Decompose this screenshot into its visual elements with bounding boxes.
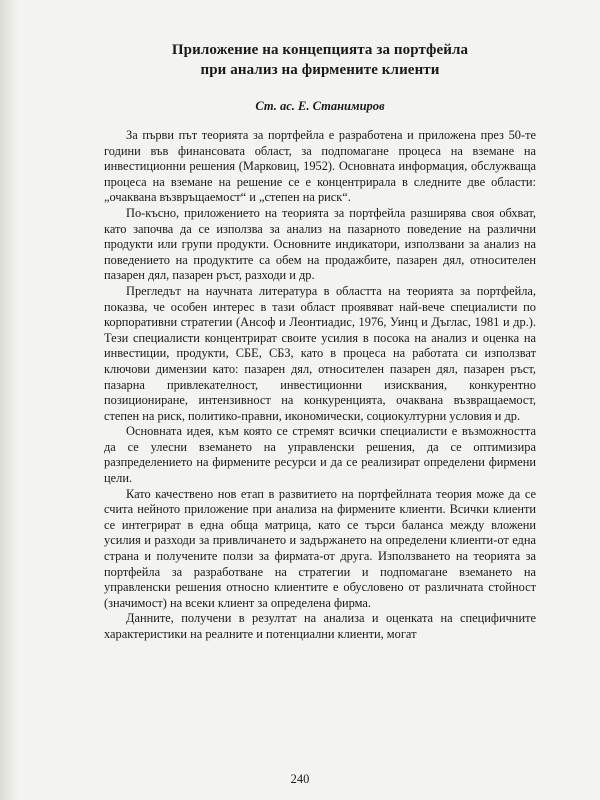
page-scan-shadow [0,0,18,800]
paragraph-5: Като качествено нов етап в развитието на портфейлната теория може да се счита нейното приложение при анализа на фирмените клиенти. Всички клиенти се интегрират в една обща матрица, като се търси баланса между вложени усилия и разходи за привличането и задържането на определени клиенти-от една страна и получените ползи за фирмата-от друга. Използването на теорията за портфейла за разработване на стратегии и подпомагане вземането на управленски решения относно клиентите е обусловено от различната стойност (значимост) на всеки клиент за определена фирма. [104,486,536,610]
paragraph-4: Основната идея, към която се стремят всички специалисти е възможността да се улесни вземането на управленски решения, да се оптимизира разпределението на фирмените ресурси и да се реализират определени фирмени цели. [104,424,536,486]
article-title [104,40,536,80]
paragraph-2: По-късно, приложението на теорията за портфейла разширява своя обхват, като започва да се използва за анализ на пазарното поведение на различни продукти или групи продукти. Основните индикатори, използвани за анализ на поведението на продуктите са обем на продажбите, пазарен дял, относителен пазарен дял, пазарен ръст, разходи и др. [104,205,536,283]
paragraph-3: Прегледът на научната литература в областта на теорията за портфейла, показва, че особен интерес в тази област проявяват най-вече специалисти по корпоративни стратегии (Ансоф и Леонтиадис, 1976, Уинц и Дъглас, 1981 и др.). Тези специалисти концентрират своите усилия в посока на анализ и оценка на инвестиции, продукти, СБЕ, СБЗ, като в процеса на работата си използват ключови димензии като: пазарен дял, относителен пазарен дял, пазарен ръст, пазарна привлекателност, инвестиционни изисквания, конкурентно позициониране, интензивност на конкуренцията, очаквана възвращаемост, степен на риск, политико-правни, икономически, социокултурни условия и др. [104,283,536,423]
page-number: 240 [290,772,310,786]
article-title-line-2: при анализ на фирмените клиенти [200,62,440,78]
article-title-line-1: Приложение на концепцията за портфейла [171,42,469,58]
article-author: Ст. ас. Е. Станимиров [255,99,385,113]
paragraph-6: Данните, получени в резултат на анализа и оценката на специфичните характеристики на реалните и потенциални клиенти, могат [104,611,536,641]
paragraph-1: За първи път теорията за портфейла е разработена и приложена през 50-те години във финансовата област, за подпомагане процеса на вземане на инвестиционни решения (Марковиц, 1952). Основната информация, обслужваща процеса на вземане на решение се е концентрирала в следните две области: „очаквана възвръщаемост“ и „степен на риск“. [104,128,536,205]
article-body [104,40,536,643]
